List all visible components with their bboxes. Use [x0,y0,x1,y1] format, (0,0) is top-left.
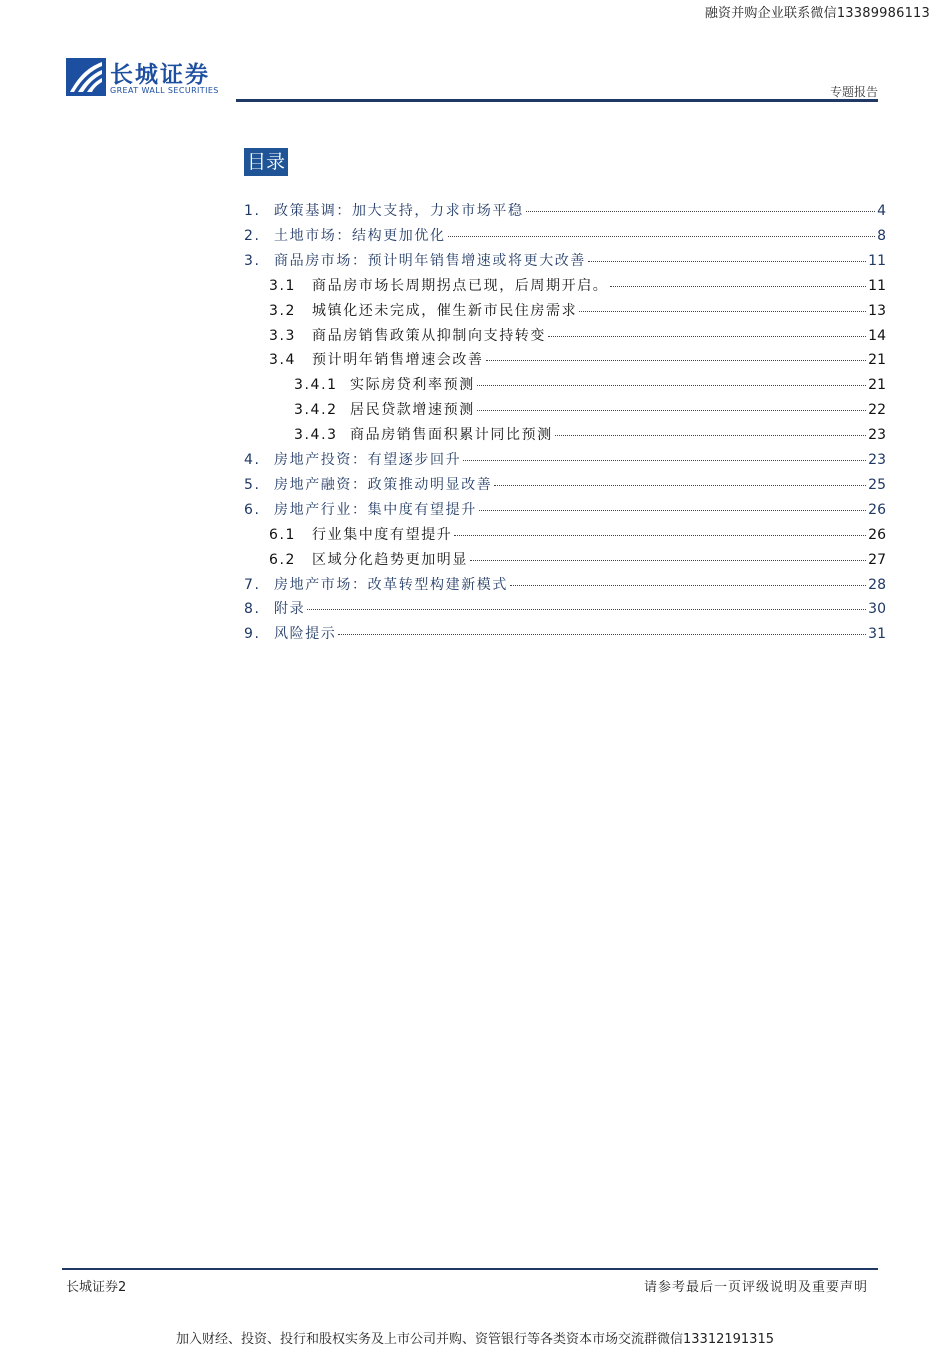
toc-entry-page: 4 [877,203,886,219]
footer-disclaimer-note: 请参考最后一页评级说明及重要声明 [643,1280,868,1295]
toc-entry-label: 商品房市场长周期拐点已现，后周期开启。 [312,277,609,294]
report-type-label: 专题报告 [829,85,878,99]
toc-entry-label: 居民贷款增速预测 [350,402,475,419]
toc-entry-page: 8 [877,227,886,244]
toc-entry[interactable] [244,474,886,496]
toc-entry-page: 21 [868,377,886,394]
footer-divider [62,1268,878,1270]
toc-entry-page: 11 [868,277,886,294]
toc-entry-page: 26 [868,526,886,543]
toc-entry-label: 房地产投资：有望逐步回升 [274,452,462,468]
toc-entry[interactable] [269,349,886,371]
toc-entry-number: 3.4.3 [294,427,338,444]
toc-dot-leader [307,609,866,610]
toc-entry-label: 预计明年销售增速会改善 [312,352,484,369]
toc-entry-page: 14 [868,327,886,344]
toc-entry[interactable] [244,225,886,247]
toc-entry-label: 实际房贷利率预测 [350,377,475,394]
toc-entry-page: 22 [868,402,886,419]
footer-company-page: 长城证券2 [66,1280,127,1295]
toc-entry-label: 附录 [274,601,306,618]
toc-entry[interactable] [269,524,886,546]
toc-entry[interactable] [294,399,886,421]
toc-entry-page: 26 [868,501,886,518]
toc-entry-number: 3.1 [269,277,297,294]
toc-entry-label: 房地产融资：政策推动明显改善 [274,476,493,493]
toc-entry-number: 6. [244,501,261,518]
toc-dot-leader [463,460,866,461]
toc-dot-leader [479,510,866,511]
toc-entry-label: 区域分化趋势更加明显 [312,551,468,568]
toc-entry[interactable] [269,275,886,297]
toc-entry-page: 21 [868,352,886,369]
toc-dot-leader [548,336,866,337]
toc-entry-number: 6.2 [269,551,297,568]
toc-dot-leader [477,410,866,411]
toc-entry-page: 25 [868,476,886,493]
toc-entry-label: 房地产行业：集中度有望提升 [274,501,477,518]
toc-dot-leader [494,485,866,486]
toc-dot-leader [555,435,866,436]
toc-entry[interactable] [244,200,886,222]
toc-entry-page: 27 [868,551,886,568]
toc-entry-page: 13 [868,302,886,319]
toc-entry-number: 6.1 [269,526,297,543]
toc-entry-number: 4. [244,452,261,468]
toc-entry-number: 8. [244,601,261,618]
toc-entry-label: 房地产市场：改革转型构建新模式 [274,576,508,593]
toc-dot-leader [477,385,866,386]
toc-entry-number: 9. [244,626,261,643]
toc-entry-page: 31 [868,626,886,643]
toc-entry-number: 5. [244,476,261,493]
toc-entry[interactable] [244,499,886,521]
toc-entry-number: 3.2 [269,302,297,319]
toc-dot-leader [486,360,867,361]
toc-entry-number: 3.4.2 [294,402,338,419]
toc-dot-leader [510,585,866,586]
company-logo [66,58,236,100]
toc-entry-number: 3. [244,252,261,269]
great-wall-logo-icon [66,58,106,96]
toc-dot-leader [470,560,866,561]
toc-entry-page: 23 [868,427,886,444]
toc-entry-label: 政策基调：加大支持，力求市场平稳 [274,203,524,219]
toc-entry[interactable] [244,250,886,272]
toc-entry[interactable] [269,549,886,571]
toc-entry-page: 28 [868,576,886,593]
toc-entry-page: 11 [868,252,886,269]
toc-dot-leader [448,236,875,237]
toc-entry[interactable] [244,574,886,596]
toc-title: 目录 [244,148,288,176]
toc-entry[interactable] [294,424,886,446]
toc-entry-label: 土地市场：结构更加优化 [274,227,446,244]
toc-dot-leader [454,535,866,536]
toc-dot-leader [588,261,866,262]
toc-entry[interactable] [244,449,886,471]
toc-dot-leader [526,211,875,212]
toc-entry-label: 城镇化还未完成，催生新市民住房需求 [312,302,578,319]
toc-entry-number: 3.4.1 [294,377,338,394]
top-watermark: 融资并购企业联系微信13389986113 [704,6,930,21]
toc-entry-number: 1. [244,203,261,219]
logo-chinese-name: 长城证券 [110,61,210,88]
toc-entry-label: 商品房市场：预计明年销售增速或将更大改善 [274,252,586,269]
toc-entry-number: 2. [244,227,261,244]
toc-dot-leader [338,634,866,635]
toc-entry[interactable] [244,623,886,645]
toc-entry-page: 23 [868,452,886,468]
toc-entry-page: 30 [868,601,886,618]
header-divider [236,99,878,102]
toc-dot-leader [610,286,866,287]
toc-entry-number: 3.4 [269,352,297,369]
toc-entry[interactable] [269,325,886,347]
toc-entry-number: 7. [244,576,261,593]
toc-entry[interactable] [244,598,886,620]
bottom-watermark: 加入财经、投资、投行和股权实务及上市公司并购、资管银行等各类资本市场交流群微信13312191315 [176,1332,774,1347]
logo-english-name: GREAT WALL SECURITIES [110,86,219,95]
toc-entry[interactable] [294,374,886,396]
toc-entry-label: 风险提示 [274,626,337,643]
toc-dot-leader [579,311,866,312]
toc-entry-label: 商品房销售面积累计同比预测 [350,427,553,444]
toc-entry[interactable] [269,300,886,322]
toc-entry-number: 3.3 [269,327,297,344]
toc-entry-label: 行业集中度有望提升 [312,526,453,543]
toc-entry-label: 商品房销售政策从抑制向支持转变 [312,327,546,344]
